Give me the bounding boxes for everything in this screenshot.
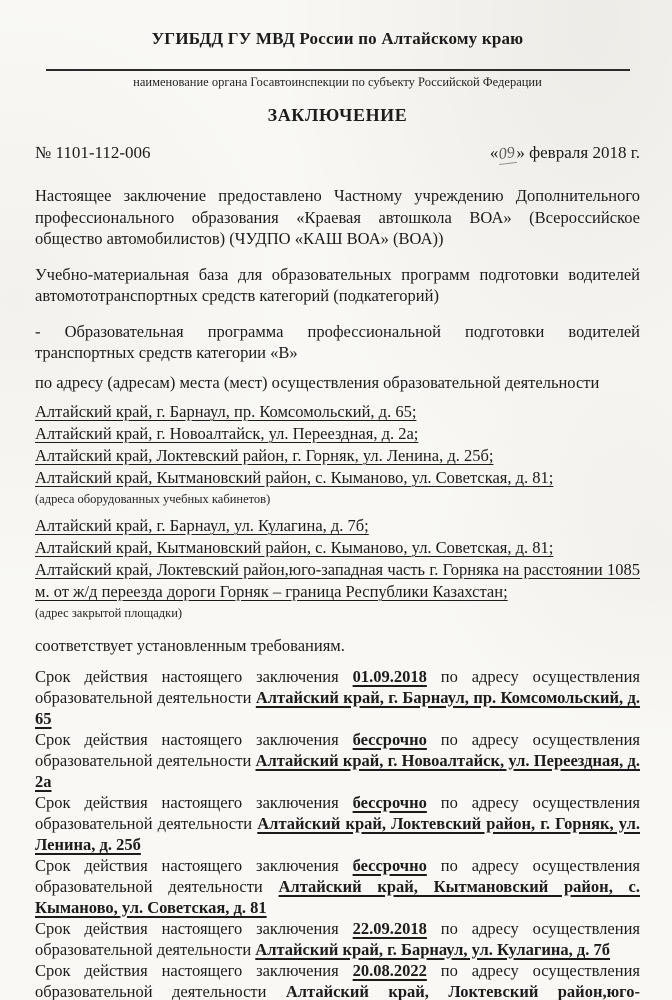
validity-lead: Срок действия настоящего заключения (35, 855, 339, 875)
validity-mid: по адресу осуществления образовательной деятельности (35, 918, 640, 959)
classroom-address-line: Алтайский край, г. Барнаул, пр. Комсомольский, д. 65; (35, 402, 417, 421)
validity-address: Алтайский край, г. Барнаул, пр. Комсомольский, д. 65 (35, 687, 640, 728)
org-caption: наименование органа Госавтоинспекции по субъекту Российской Федерации (133, 75, 542, 89)
validity-lead: Срок действия настоящего заключения (35, 960, 339, 980)
validity-term: 22.09.2018 (352, 918, 427, 938)
validity-mid: по адресу осуществления образовательной деятельности (35, 792, 641, 833)
org-name: УГИБДД ГУ МВД России по Алтайскому краю (151, 29, 524, 48)
validity-paragraph (35, 729, 640, 792)
date-open-quote: « (489, 143, 499, 162)
doc-number: № 1101-112-006 (35, 143, 151, 162)
validity-paragraph (35, 666, 640, 729)
classroom-address-line: Алтайский край, г. Новоалтайск, ул. Переездная, д. 2а; (35, 424, 419, 443)
validity-lead: Срок действия настоящего заключения (35, 792, 339, 812)
date-close-quote: » (516, 143, 525, 162)
program-paragraph: - Образовательная программа профессиональной подготовки водителей транспортных средств категории «В» (35, 321, 640, 362)
closed-area-address-line: Алтайский край, Кытмановский район, с. Кыманово, ул. Советская, д. 81; (35, 538, 554, 557)
validity-section (35, 666, 640, 1000)
classroom-caption: (адреса оборудованных учебных кабинетов) (35, 492, 271, 506)
validity-paragraph (35, 855, 640, 918)
validity-mid: по адресу осуществления образовательной деятельности (35, 960, 640, 1000)
training-base-paragraph: Учебно-материальная база для образовательных программ подготовки водителей автомототранспортных средств категорий (подкатегорий) (35, 264, 640, 305)
address-intro: по адресу (адресам) места (мест) осуществления образовательной деятельности (35, 372, 600, 392)
number-date-row (35, 143, 640, 164)
validity-address: Алтайский край, г. Барнаул, ул. Кулагина, д. 7б (255, 939, 611, 959)
validity-address: Алтайский край, Кытмановский район, с. Кыманово, ул. Советская, д. 81 (35, 876, 641, 917)
validity-paragraph (35, 792, 640, 855)
validity-mid: по адресу осуществления образовательной деятельности (35, 855, 641, 896)
validity-address: Алтайский край, Локтевский район, г. Горняк, ул. Ленина, д. 25б (35, 813, 640, 854)
validity-mid: по адресу осуществления образовательной деятельности (35, 666, 640, 707)
issued-to-paragraph: Настоящее заключение предоставлено Частному учреждению Дополнительного профессионального образования «Краевая автошкола ВОА» (Всероссийское общество автомобилистов) (ЧУДПО «КАШ ВОА» (ВОА)) (35, 186, 640, 248)
validity-address: Алтайский край, г. Новоалтайск, ул. Переездная, д. 2а (35, 750, 640, 791)
validity-lead: Срок действия настоящего заключения (35, 918, 339, 938)
validity-lead: Срок действия настоящего заключения (35, 729, 339, 749)
validity-term: бессрочно (352, 792, 427, 812)
classroom-address-list (35, 401, 640, 489)
closed-area-address-list (35, 515, 640, 603)
validity-term: бессрочно (352, 729, 427, 749)
validity-term: бессрочно (352, 855, 427, 875)
date-day-handwritten: 09 (497, 145, 517, 165)
validity-term: 01.09.2018 (352, 666, 427, 686)
closed-area-caption: (адрес закрытой площадки) (35, 606, 183, 620)
closed-area-address-line: Алтайский край, г. Барнаул, ул. Кулагина, д. 7б; (35, 516, 369, 535)
classroom-address-line: Алтайский край, Локтевский район, г. Горняк, ул. Ленина, д. 25б; (35, 446, 494, 465)
validity-address: Алтайский край, Локтевский район,юго- (285, 981, 641, 1000)
doc-title: ЗАКЛЮЧЕНИЕ (267, 105, 408, 125)
validity-lead: Срок действия настоящего заключения (35, 666, 339, 686)
date-month-year: февраля 2018 г. (529, 143, 640, 162)
classroom-address-line: Алтайский край, Кытмановский район, с. Кыманово, ул. Советская, д. 81; (35, 468, 554, 487)
validity-paragraph (35, 960, 640, 1000)
validity-mid: по адресу осуществления образовательной деятельности (35, 729, 641, 770)
compliance-statement: соответствует установленным требованиям. (35, 636, 345, 655)
header-rule (46, 69, 630, 71)
doc-date (490, 143, 640, 164)
closed-area-address-line: Алтайский край, Локтевский район,юго-западная часть г. Горняка на расстоянии 1085 м. от ж/д переезда дороги Горняк – граница Республики Казахстан; (35, 560, 640, 601)
validity-term: 20.08.2022 (352, 960, 427, 980)
validity-paragraph (35, 918, 640, 960)
